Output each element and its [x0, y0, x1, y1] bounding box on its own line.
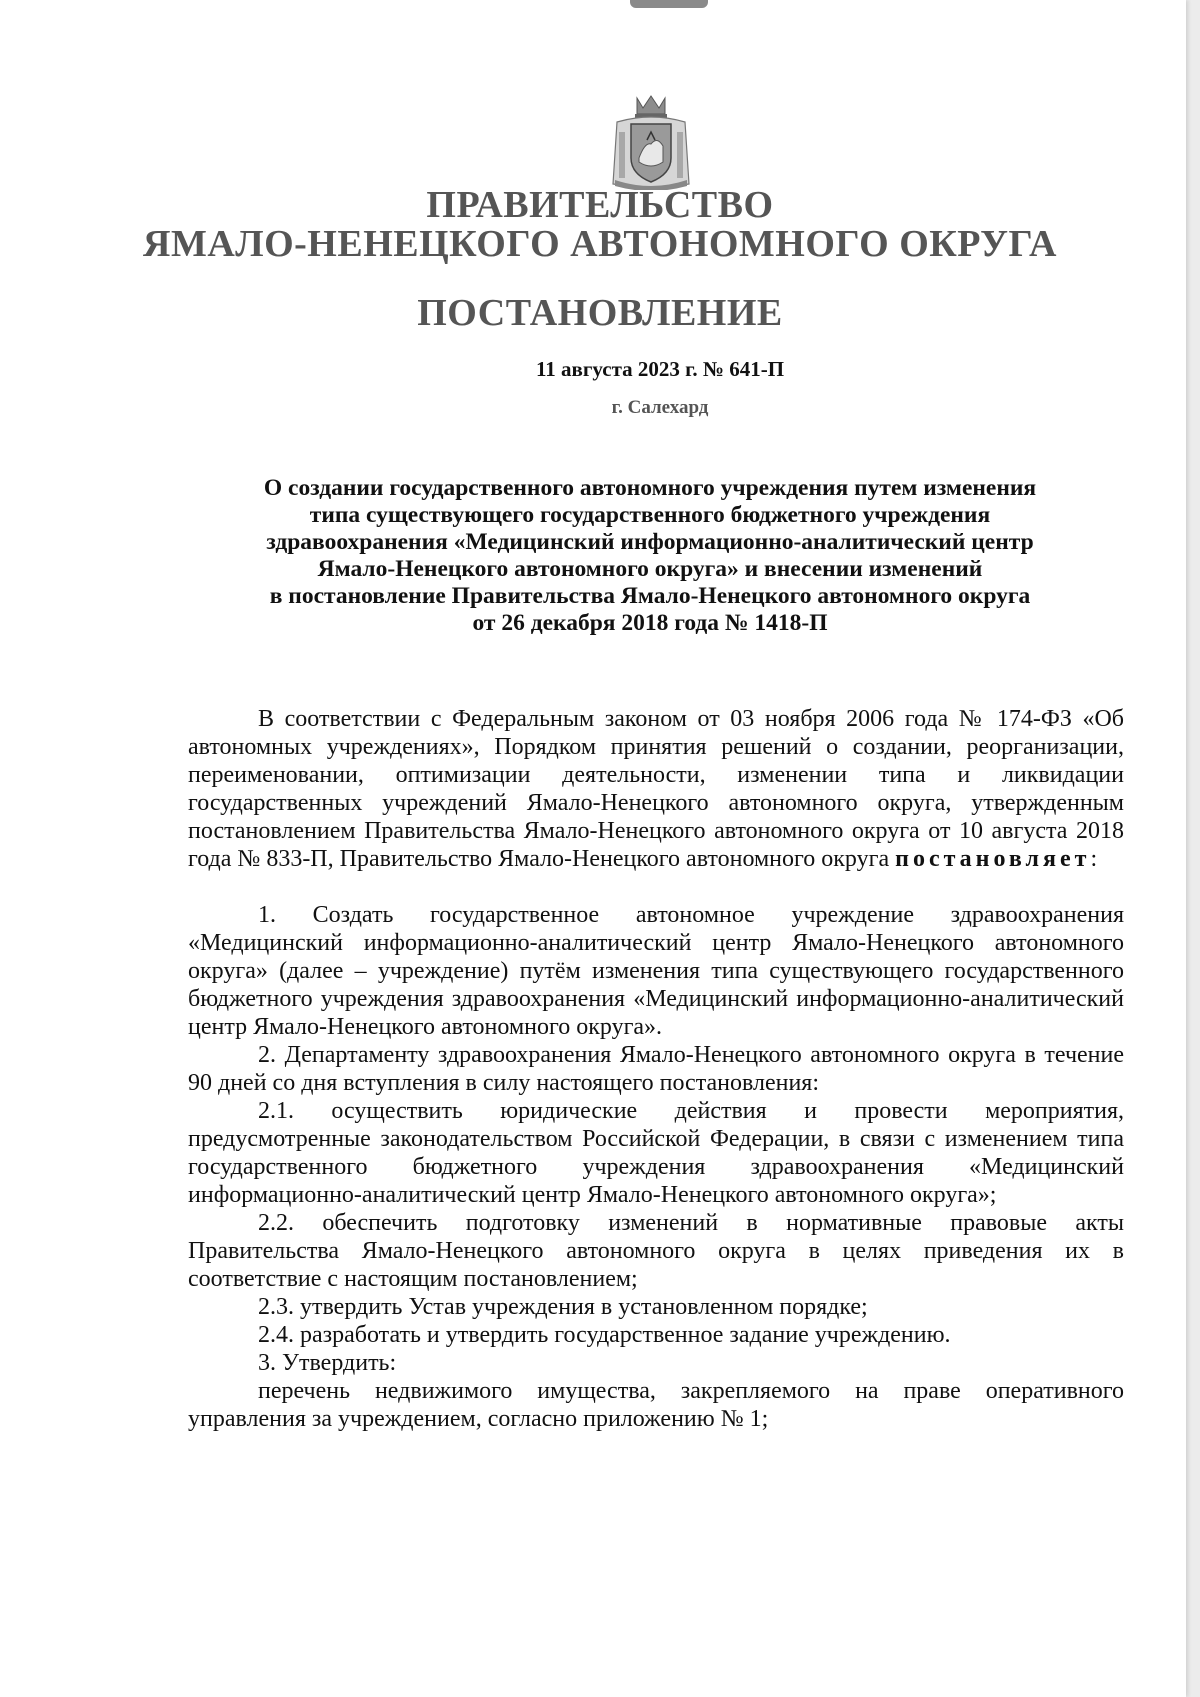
- clause-3-item: перечень недвижимого имущества, закрепляемого на праве оперативного управления за учреждением, согласно приложению № 1;: [188, 1378, 1124, 1432]
- resolution-title: [150, 475, 1150, 637]
- coat-of-arms-icon: [611, 92, 691, 190]
- document-type-heading: ПОСТАНОВЛЕНИЕ: [417, 292, 783, 334]
- preamble-end: :: [1090, 846, 1098, 872]
- government-heading-line1: ПРАВИТЕЛЬСТВО: [426, 184, 774, 226]
- clause-2-4: 2.4. разработать и утвердить государственное задание учреждению.: [258, 1322, 951, 1348]
- government-heading-line2: ЯМАЛО-НЕНЕЦКОГО АВТОНОМНОГО ОКРУГА: [143, 223, 1057, 265]
- city-label: г. Салехард: [611, 397, 709, 418]
- title-line: здравоохранения «Медицинский информационно-аналитический центр: [266, 529, 1034, 555]
- title-line: в постановление Правительства Ямало-Ненецкого автономного округа: [269, 583, 1031, 609]
- clause-2-1: 2.1. осуществить юридические действия и провести мероприятия, предусмотренные законодательством Российской Федерации, в связи с изменением типа государственного бюджетного учреждения здравоохранения «Медицинский информационно-аналитический центр Ямало-Ненецкого автономного округа»;: [188, 1098, 1124, 1208]
- clause-2-2: 2.2. обеспечить подготовку изменений в нормативные правовые акты Правительства Ямало-Ненецкого автономного округа в целях приведения их в соответствие с настоящим постановлением;: [188, 1210, 1124, 1292]
- date-and-number: 11 августа 2023 г. № 641-П: [535, 357, 785, 381]
- document-body: [188, 705, 1124, 1433]
- paragraph-gap: [188, 873, 1124, 901]
- clause-3: 3. Утвердить:: [258, 1350, 397, 1376]
- clause-2: 2. Департаменту здравоохранения Ямало-Ненецкого автономного округа в течение 90 дней со дня вступления в силу настоящего постановления:: [188, 1042, 1124, 1096]
- clause-2-3: 2.3. утвердить Устав учреждения в установленном порядке;: [258, 1294, 868, 1320]
- clause-1: 1. Создать государственное автономное учреждение здравоохранения «Медицинский информационно-аналитический центр Ямало-Ненецкого автономного округа» (далее – учреждение) путём изменения типа существующего государственного бюджетного учреждения здравоохранения «Медицинский информационно-аналитический центр Ямало-Ненецкого автономного округа».: [188, 902, 1124, 1040]
- resolves-keyword: постановляет: [895, 846, 1091, 872]
- title-line: от 26 декабря 2018 года № 1418-П: [472, 610, 828, 636]
- preamble-paragraph: [188, 705, 1124, 873]
- title-line: типа существующего государственного бюджетного учреждения: [309, 502, 991, 528]
- preamble-text: В соответствии с Федеральным законом от 03 ноября 2006 года № 174-ФЗ «Об автономных учреждениях», Порядком принятия решений о создании, реорганизации, переименовании, оптимизации деятельности, изменении типа и ликвидации государственных учреждений Ямало-Ненецкого автономного округа, утвержденным постановлением Правительства Ямало-Ненецкого автономного округа от 10 августа 2018 года № 833-П, Правительство Ямало-Ненецкого автономного округа: [188, 706, 1124, 872]
- scanner-tab: [630, 0, 708, 8]
- title-line: Ямало-Ненецкого автономного округа» и внесении изменений: [317, 556, 983, 582]
- title-line: О создании государственного автономного учреждения путем изменения: [263, 475, 1037, 501]
